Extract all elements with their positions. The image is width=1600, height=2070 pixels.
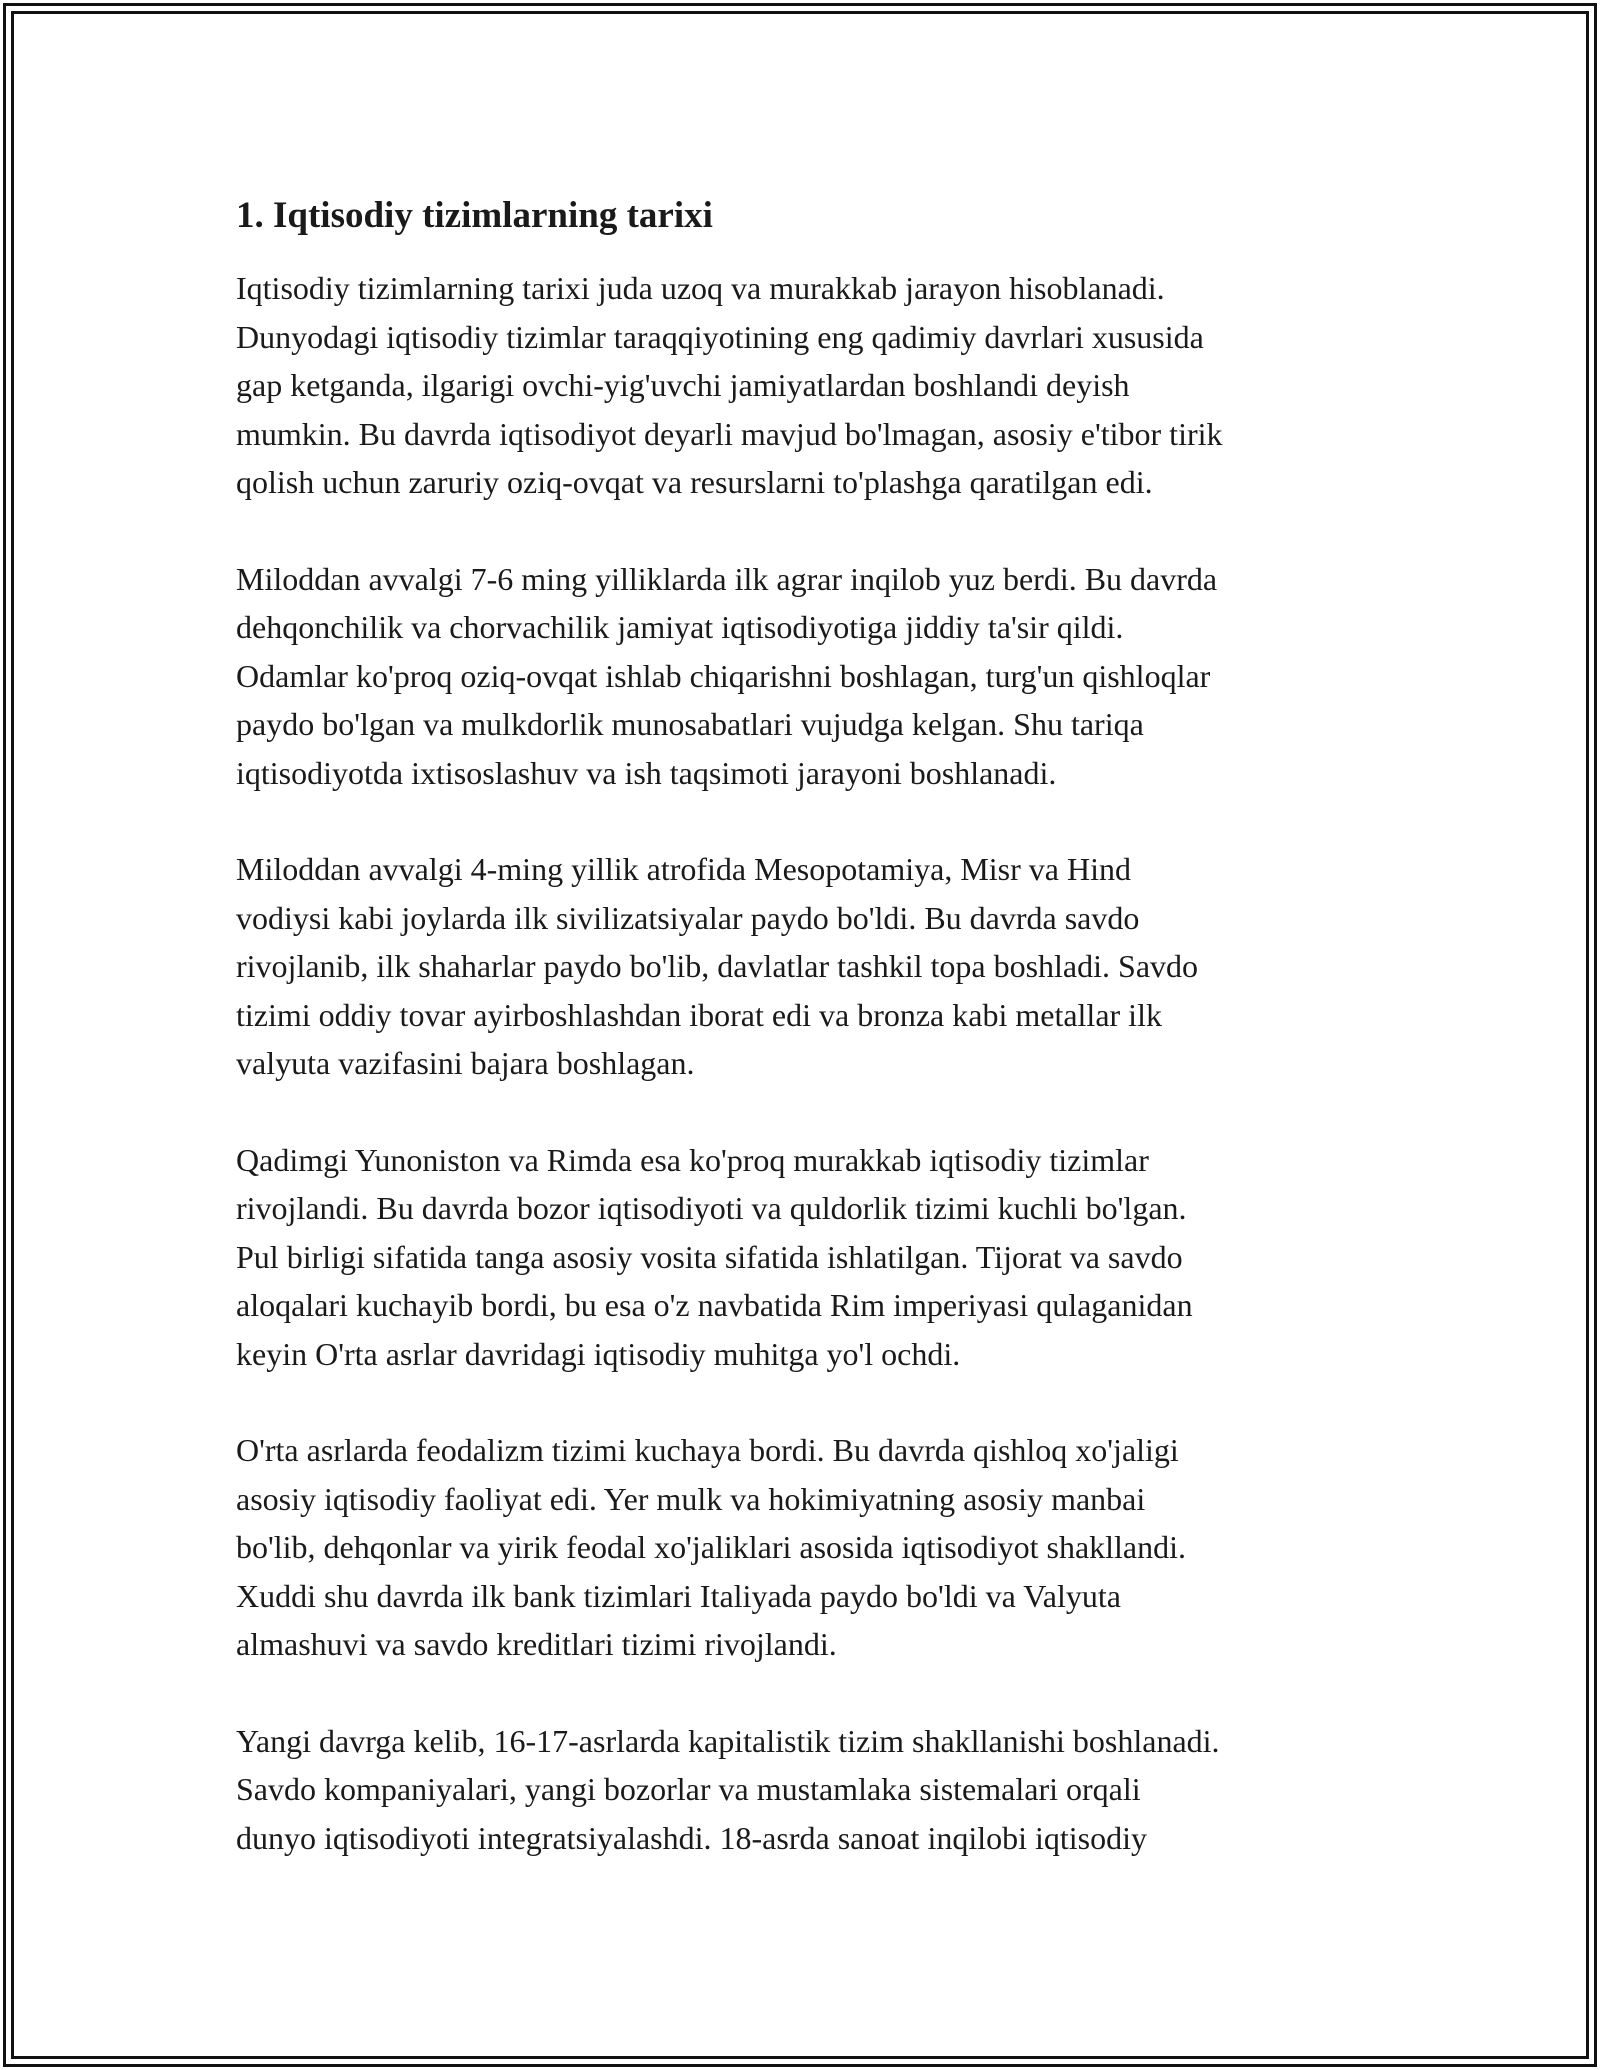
paragraph-modern-era: Yangi davrga kelib, 16-17-asrlarda kapitalistik tizim shakllanishi boshlanadi. Savdo kompaniyalari, yangi bozorlar va mustamlaka sistemalari orqali dunyo iqtisodiyoti integratsiyalashdi. 18-asrda sanoat inqilobi iqtisodiy — [236, 1722, 1220, 1856]
paragraph-hunter-gatherer: Iqtisodiy tizimlarning tarixi juda uzoq va murakkab jarayon hisoblanadi. Dunyodagi iqtisodiy tizimlar taraqqiyotining eng qadimiy davrlari xususida gap ketganda, ilgarigi ovchi-yig'uvchi jamiyatlardan boshlandi deyish mumkin. Bu davrda iqtisodiyot deyarli mavjud bo'lmagan, asosiy e'tibor tirik qolish uchun zaruriy oziq-ovqat va resurslarni to'plashga qaratilgan edi. — [236, 270, 1223, 500]
paragraph-early-civilizations: Miloddan avvalgi 4-ming yillik atrofida Mesopotamiya, Misr va Hind vodiysi kabi joylarda ilk sivilizatsiyalar paydo bo'ldi. Bu davrda savdo rivojlanib, ilk shaharlar paydo bo'lib, davlatlar tashkil topa boshladi. Savdo tizimi oddiy tovar ayirboshlashdan iborat edi va bronza kabi metallar ilk valyuta vazifasini bajara boshlagan. — [236, 851, 1199, 1081]
paragraph-greece-rome: Qadimgi Yunoniston va Rimda esa ko'proq murakkab iqtisodiy tizimlar rivojlandi. Bu davrda bozor iqtisodiyoti va quldorlik tizimi kuchli bo'lgan. Pul birligi sifatida tanga asosiy vosita sifatida ishlatilgan. Tijorat va savdo aloqalari kuchayib bordi, bu esa o'z navbatida Rim imperiyasi qulaganidan keyin O'rta asrlar davridagi iqtisodiy muhitga yo'l ochdi. — [236, 1141, 1193, 1372]
paragraph-agrarian-revolution: Miloddan avvalgi 7-6 ming yilliklarda ilk agrar inqilob yuz berdi. Bu davrda dehqonchilik va chorvachilik jamiyat iqtisodiyotiga jiddiy ta'sir qildi. Odamlar ko'proq oziq-ovqat ishlab chiqarishni boshlagan, turg'un qishloqlar paydo bo'lgan va mulkdorlik munosabatlari vujudga kelgan. Shu tariqa iqtisodiyotda ixtisoslashuv va ish taqsimoti jarayoni boshlanadi. — [236, 560, 1218, 791]
document-body — [236, 186, 1386, 1910]
section-heading: 1. Iqtisodiy tizimlarning tarixi — [236, 195, 713, 236]
paragraph-middle-ages: O'rta asrlarda feodalizm tizimi kuchaya bordi. Bu davrda qishloq xo'jaligi asosiy iqtisodiy faoliyat edi. Yer mulk va hokimiyatning asosiy manbai bo'lib, dehqonlar va yirik feodal xo'jaliklari asosida iqtisodiyot shakllandi. Xuddi shu davrda ilk bank tizimlari Italiyada paydo bo'ldi va Valyuta almashuvi va savdo kreditlari tizimi rivojlandi. — [236, 1432, 1187, 1662]
